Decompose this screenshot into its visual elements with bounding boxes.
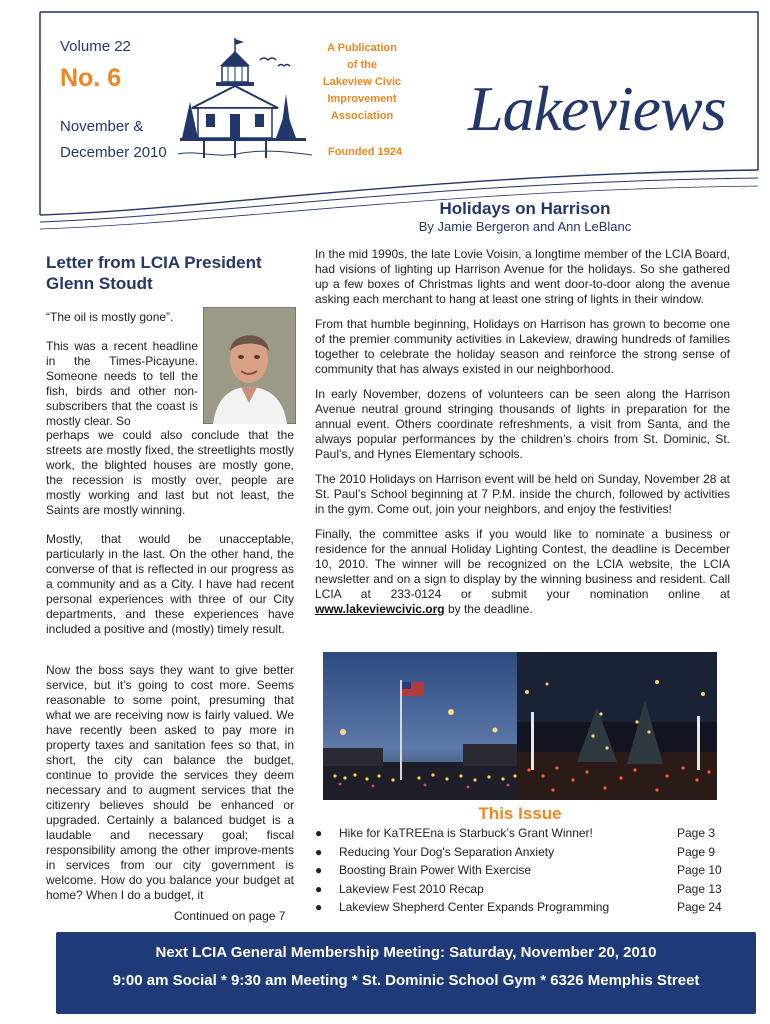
- toc-item[interactable]: [315, 882, 735, 901]
- publication-line: of the: [347, 59, 377, 71]
- volume-label: Volume 22: [60, 38, 131, 55]
- article-paragraph: The 2010 Holidays on Harrison event will be held on Sunday, November 28 at St. Paul’s School beginning at 7 P.M. inside the church, followed by activities in the gym. Come out, join your neighbors, and enjoy the festivities!: [315, 472, 730, 516]
- toc-item-page: Page 3: [677, 826, 716, 840]
- article-title-holidays: Holidays on Harrison: [439, 199, 611, 218]
- president-portrait-photo: [203, 307, 296, 424]
- toc-item-title: Lakeview Shepherd Center Expands Programming: [339, 900, 610, 914]
- meeting-schedule-line: 9:00 am Social * 9:30 am Meeting * St. Dominic School Gym * 6326 Memphis Street: [112, 972, 700, 989]
- publication-line: Improvement: [327, 93, 397, 105]
- bullet-icon: ●: [315, 900, 323, 914]
- toc-item-title: Boosting Brain Power With Exercise: [339, 863, 532, 877]
- letter-quote: “The oil is mostly gone”.: [46, 310, 174, 324]
- article-paragraph: [315, 527, 730, 617]
- harrison-avenue-night-photo: [323, 652, 523, 800]
- toc-item-page: Page 10: [677, 863, 722, 877]
- founded-label: Founded 1924: [328, 146, 402, 158]
- paragraph-text: Finally, the committee asks if you would like to nominate a business or residence for the annual Holiday Lighting Contest, the deadline is December 10, 2010. The winner will be recognized on the LCIA website, the LCIA newsletter and on a sign to display by the winning business and resident. Call LCIA at 233-0124 or submit your nomination online at: [315, 527, 730, 601]
- toc-item[interactable]: [315, 845, 735, 864]
- continued-on-page: Continued on page 7: [174, 909, 286, 923]
- publication-line: Lakeview Civic: [322, 76, 402, 88]
- letter-paragraph: Mostly, that would be unacceptable, particularly in the last. On the other hand, the converse of that is reflected in our progress as a community and as a City. I have had recent personal experiences with three of our City departments, and these experiences have included a positive and (mostly) timely result.: [46, 532, 294, 636]
- this-issue-heading: This Issue: [478, 804, 562, 823]
- toc-item[interactable]: [315, 826, 735, 845]
- holidays-article-body: [315, 247, 730, 627]
- article-title-letter: Letter from LCIA President Glenn Stoudt: [46, 253, 262, 293]
- toc-item-page: Page 9: [677, 844, 716, 859]
- letter-paragraph: Now the boss says they want to give better service, but it’s going to cost more. Seems reasonable to some point, presuming that what we are receiving now is fairly valued. We have recently been asked to pay more in property taxes and sanitation fees so that, in short, the city can balance the budget, continue to provide the services they deem necessary and to augment services that the citizenry believes should be enhanced or upgraded. Certainly a balanced budget is a laudable and necessary goal; fiscal responsibility among the other improve-ments in services from our city government is welcome. How do you balance your budget at home? When I do a budget, it: [46, 663, 294, 902]
- toc-item-page: Page 24: [677, 900, 722, 914]
- table-of-contents: [315, 826, 735, 919]
- letter-paragraph: perhaps we could also conclude that the streets are mostly fixed, the streetlights mostly work, the blighted houses are mostly gone, the recession is mostly over, people are mostly working and last but not least, the Saints are mostly winning.: [46, 428, 294, 517]
- toc-item-title: Reducing Your Dog's Separation Anxiety: [339, 844, 555, 859]
- article-paragraph: In the mid 1990s, the late Lovie Voisin, a longtime member of the LCIA Board, had visions of lighting up Harrison Avenue for the holidays. So she gathered up a few boxes of Christmas lights and went door-to-door along the avenue asking each merchant to hang at least one string of lights in their window.: [315, 247, 730, 306]
- toc-item-title: Hike for KaTREEna is Starbuck’s Grant Winner!: [339, 826, 593, 840]
- issue-month-line2: December 2010: [60, 144, 167, 161]
- bullet-icon: ●: [315, 881, 323, 896]
- meeting-date-line: Next LCIA General Membership Meeting: Saturday, November 20, 2010: [155, 944, 657, 961]
- article-paragraph: From that humble beginning, Holidays on Harrison has grown to become one of the premier community activities in Lakeview, drawing hundreds of families together to celebrate the holiday season and reinforce the strong sense of community that has always existed in our neighborhood.: [315, 317, 730, 376]
- newsletter-logo: Lakeviews: [468, 73, 726, 144]
- toc-item[interactable]: [315, 900, 735, 919]
- bullet-icon: ●: [315, 863, 323, 877]
- bullet-icon: ●: [315, 826, 323, 840]
- toc-item-page: Page 13: [677, 881, 722, 896]
- holiday-lights-display-photo: [517, 652, 717, 800]
- issue-month-line1: November &: [60, 118, 144, 135]
- paragraph-text: by the deadline.: [444, 602, 533, 616]
- article-byline: By Jamie Bergeron and Ann LeBlanc: [418, 219, 632, 234]
- publication-statement: [322, 40, 402, 125]
- bullet-icon: ●: [315, 844, 323, 859]
- toc-item[interactable]: [315, 863, 735, 882]
- article-paragraph: In early November, dozens of volunteers can be seen along the Harrison Avenue neutral ground stringing thousands of lights in preparation for the annual event. Others coordinate refreshments, a visit from Santa, and the always popular performances by the children’s choirs from St. Dominic, St. Paul’s, and Hynes Elementary schools.: [315, 387, 730, 461]
- issue-number: No. 6: [60, 64, 122, 92]
- letter-paragraph: This was a recent headline in the Times-Picayune. Someone needs to tell the fish, birds and other non-subscribers that the coast is mostly clear. So: [46, 339, 198, 428]
- publication-line: A Publication: [327, 42, 397, 54]
- lighthouse-illustration: [176, 36, 314, 164]
- toc-item-title: Lakeview Fest 2010 Recap: [339, 881, 484, 896]
- website-link[interactable]: www.lakeviewcivic.org: [315, 602, 445, 616]
- publication-line: Association: [330, 110, 394, 122]
- meeting-announcement-banner: [56, 932, 756, 1014]
